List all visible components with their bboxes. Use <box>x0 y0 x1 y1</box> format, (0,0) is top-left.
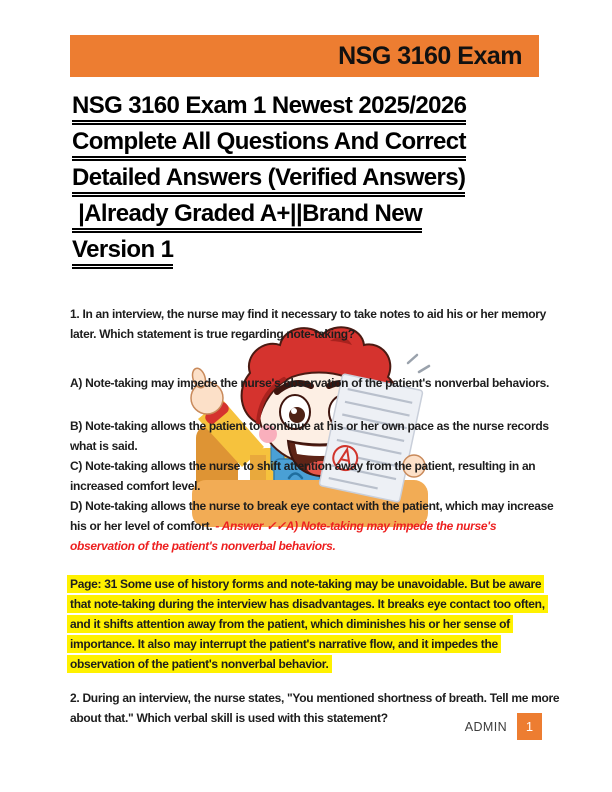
title-line-text: Detailed Answers (Verified Answers) <box>72 164 465 197</box>
title-line <box>72 199 564 235</box>
header-title: NSG 3160 Exam <box>338 41 522 70</box>
question-1-prompt: 1. In an interview, the nurse may find it necessary to take notes to aid his or her memory later. Which statement is true regarding note-taking? <box>70 307 547 341</box>
header-bar <box>70 35 539 77</box>
page-number-badge: 1 <box>517 713 542 740</box>
question-1-option-c: C) Note-taking allows the nurse to shift attention away from the patient, resulting in an increased comfort level. <box>70 459 536 493</box>
title-line-text: Complete All Questions And Correct <box>72 128 466 161</box>
question-1-option-d <box>70 496 562 556</box>
question-1-option-b: B) Note-taking allows the patient to continue at his or her own pace as the nurse records what is said. <box>70 419 549 453</box>
title-line <box>72 163 564 199</box>
document-title <box>72 91 564 271</box>
highlighted-rationale-text: Page: 31 Some use of history forms and note-taking may be unavoidable. But be aware that note-taking during the interview has disadvantages. It breaks eye contact too often, and it shifts attention away from the patient, which diminishes his or her sense of importance. It also may interrupt the patient's narrative flow, and it impedes the observation of the patient's nonverbal behavior. <box>67 575 548 673</box>
option-d-text: D) Note-taking allows the nurse to break eye contact with the patient, which may increase his or her level of comfort. <box>70 499 554 533</box>
title-line <box>72 127 564 163</box>
title-line-text: |Already Graded A+||Brand New <box>72 200 422 233</box>
question-2-prompt: 2. During an interview, the nurse states, "You mentioned shortness of breath. Tell me more about that." Which verbal skill is used with this statement? <box>70 691 560 725</box>
title-line <box>72 235 564 271</box>
title-line-text: Version 1 <box>72 236 173 269</box>
page-footer <box>465 713 542 740</box>
rationale-block <box>67 574 559 674</box>
title-line-text: NSG 3160 Exam 1 Newest 2025/2026 <box>72 92 466 125</box>
admin-label: ADMIN <box>464 719 507 734</box>
answer-text: - Answer ✓✓A) Note-taking may impede the nurse's observation of the patient's nonverbal behaviors. <box>70 519 497 553</box>
title-line <box>72 91 564 127</box>
question-1-option-a: A) Note-taking may impede the nurse's observation of the patient's nonverbal behaviors. <box>70 376 550 390</box>
